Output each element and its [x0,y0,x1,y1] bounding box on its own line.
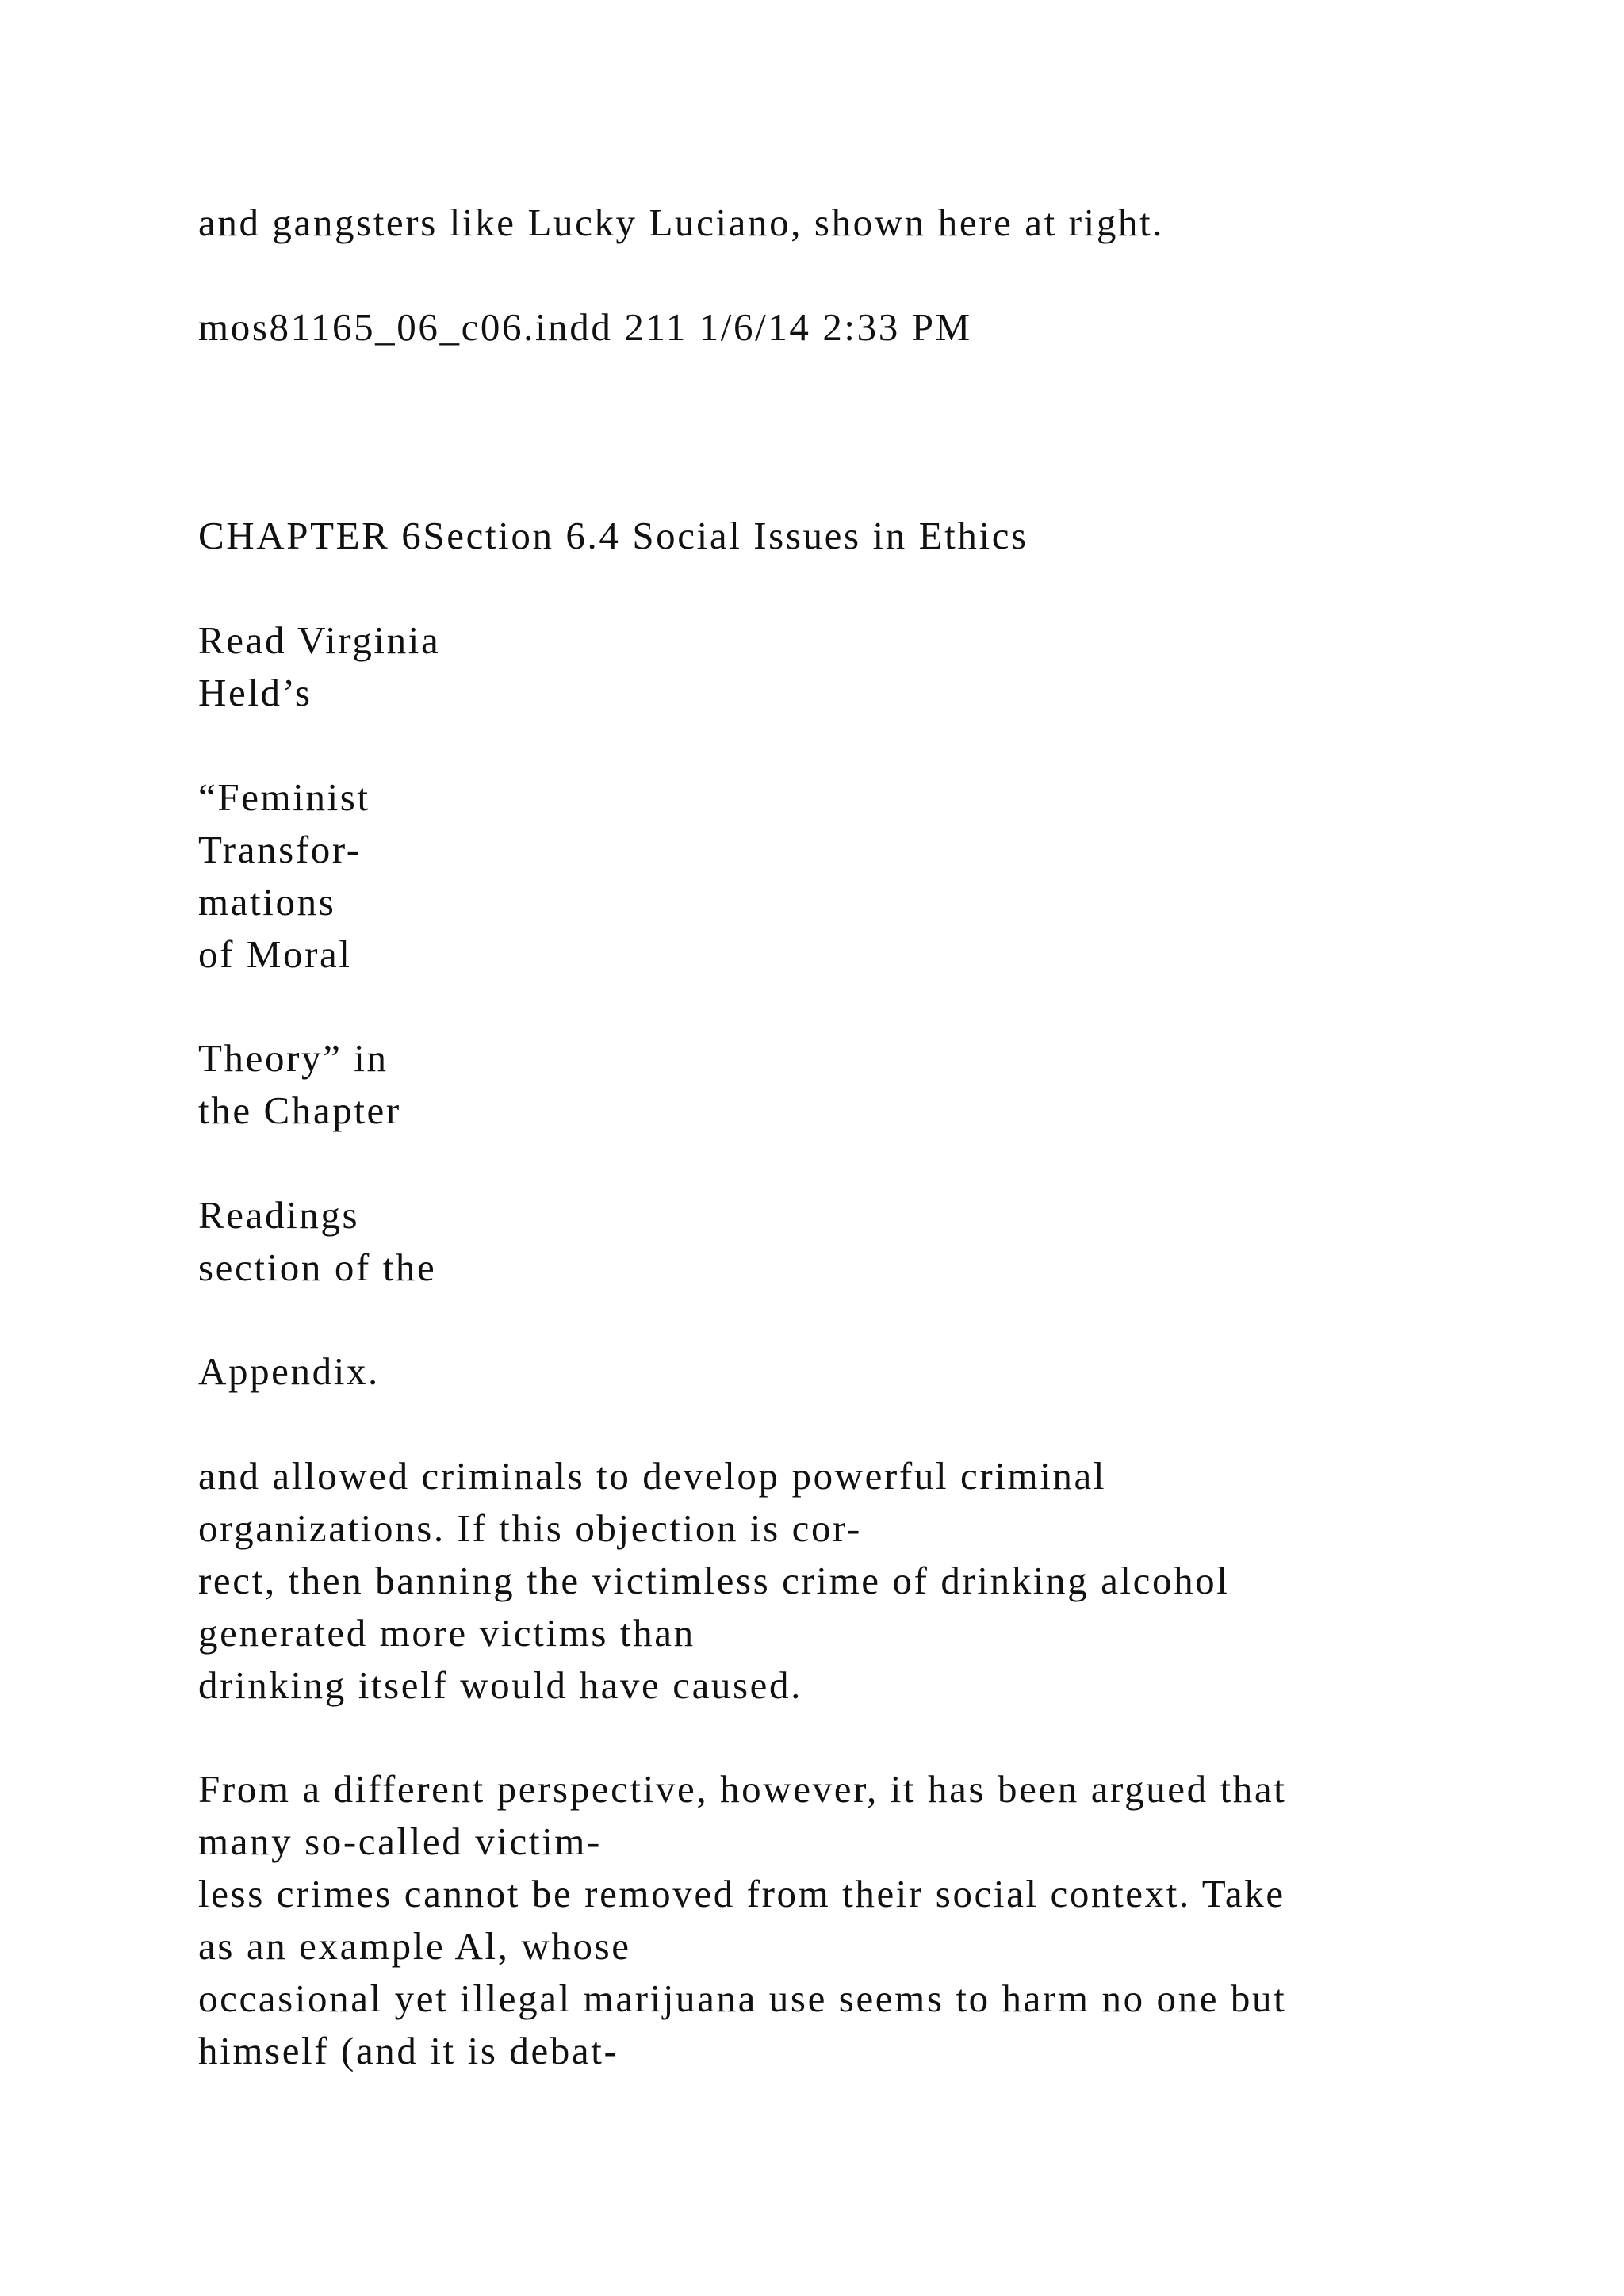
text-line: the Chapter [198,1089,401,1132]
text-line: “Feminist [198,775,370,819]
text-line: Theory” in [198,1036,389,1080]
text-line: organizations. If this objection is cor- [198,1506,862,1550]
text-line: and allowed criminals to develop powerful criminal [198,1454,1107,1498]
paragraph-sidebar-readings [198,1189,436,1294]
text-line: less crimes cannot be removed from their social context. Take [198,1872,1285,1915]
paragraph-sidebar-theory [198,1032,401,1137]
paragraph-luciano-caption [198,197,1164,249]
text-line: mations [198,880,336,924]
text-line: many so-called victim- [198,1820,602,1863]
paragraph-body-prohibition [198,1450,1230,1712]
paragraph-sidebar-appendix [198,1345,380,1398]
text-line: as an example Al, whose [198,1924,631,1968]
text-line: section of the [198,1246,437,1289]
paragraph-sidebar-read [198,614,440,719]
paragraph-body-victimless [198,1763,1286,2077]
paragraph-sidebar-title [198,771,370,981]
text-line: occasional yet illegal marijuana use seems to harm no one but [198,1976,1287,2020]
text-line: From a different perspective, however, it has been argued that [198,1767,1287,1811]
text-line: drinking itself would have caused. [198,1663,802,1707]
paragraph-chapter-heading [198,510,1028,562]
text-line: Readings [198,1193,360,1237]
text-line: and gangsters like Lucky Luciano, shown here at right. [198,201,1165,244]
text-line: of Moral [198,932,352,976]
text-line: mos81165_06_c06.indd 211 1/6/14 2:33 PM [198,305,972,349]
text-line: Read Virginia [198,618,441,662]
text-line: Transfor- [198,828,362,871]
text-line: CHAPTER 6Section 6.4 Social Issues in Ethics [198,514,1028,557]
paragraph-file-slug [198,301,972,354]
text-line: Appendix. [198,1349,380,1393]
text-line: generated more victims than [198,1611,695,1655]
text-line: Held’s [198,671,312,714]
text-line: rect, then banning the victimless crime of drinking alcohol [198,1559,1230,1602]
text-line: himself (and it is debat- [198,2029,619,2072]
